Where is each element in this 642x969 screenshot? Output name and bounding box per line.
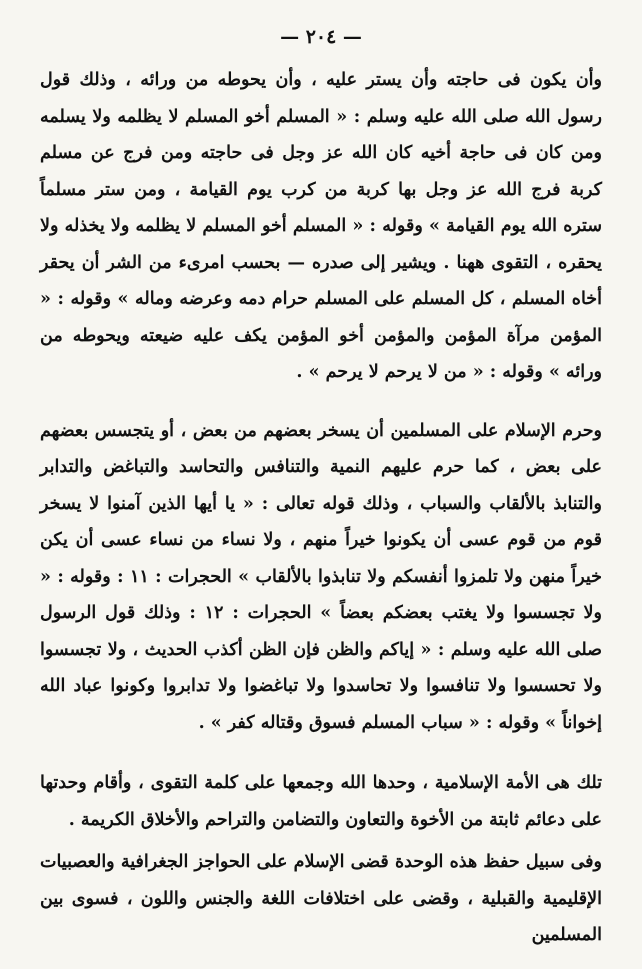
paragraph-brotherhood-hadiths: وأن يكون فى حاجته وأن يستر عليه ، وأن يحوطه من ورائه ، وذلك قول رسول الله صلى الله عليه وسلم : « المسلم أخو المسلم لا يظلمه ولا يسلمه ومن كان فى حاجة أخيه كان الله عز وجل فى حاجته ومن فرج عن مسلم كربة فرج الله عز وجل بها كربة من كرب يوم القيامة ، ومن ستر مسلماً ستره الله يوم القيامة » وقوله : « المسلم أخو المسلم لا يظلمه ولا يخذله ولا يحقره ، التقوى ههنا . ويشير إلى صدره — بحسب امرىء من الشر أن يحقر أخاه المسلم ، كل المسلم على المسلم حرام دمه وعرضه وماله » وقوله : « المؤمن مرآة المؤمن والمؤمن أخو المؤمن يكف عليه ضيعته ويحوطه من ورائه » وقوله : « من لا يرحم لا يرحم » . [40,70,602,382]
paragraph-prohibitions: وحرم الإسلام على المسلمين أن يسخر بعضهم من بعض ، أو يتجسس بعضهم على بعض ، كما حرم عليهم النمية والتنافس والتحاسد والتباغض والتدابر والتنابذ بالألقاب والسباب ، وذلك قوله تعالى : « يا أيها الذين آمنوا لا يسخر قوم من قوم عسى أن يكونوا خيراً منهم ، ولا نساء من نساء عسى أن يكن خيراً منهن ولا تلمزوا أنفسكم ولا تنابذوا بالألقاب » الحجرات : ١١ : وقوله : « ولا تجسسوا ولا يغتب بعضكم بعضاً » الحجرات : ١٢ : وذلك قول الرسول صلى الله عليه وسلم : « إياكم والظن فإن الظن أكذب الحديث ، ولا تجسسوا ولا تحسسوا ولا تنافسوا ولا تحاسدوا ولا تباغضوا ولا تدابروا وكونوا عباد الله إخواناً » وقوله : « سباب المسلم فسوق وقتاله كفر » . [40,420,602,733]
paragraph-unity-preservation: وفى سبيل حفظ هذه الوحدة قضى الإسلام على الحواجز الجغرافية والعصبيات الإقليمية والقبلية ، وقضى على اختلافات اللغة والجنس واللون ، فسوى بين المسلمين [40,852,602,945]
paragraph-islamic-nation: تلك هى الأمة الإسلامية ، وحدها الله وجمعها على كلمة التقوى ، وأقام وحدتها على دعائم ثابتة من الأخوة والتعاون والتضامن والتراحم والأخلاق الكريمة . [40,773,602,830]
page-number: — ٢٠٤ — [280,26,362,48]
